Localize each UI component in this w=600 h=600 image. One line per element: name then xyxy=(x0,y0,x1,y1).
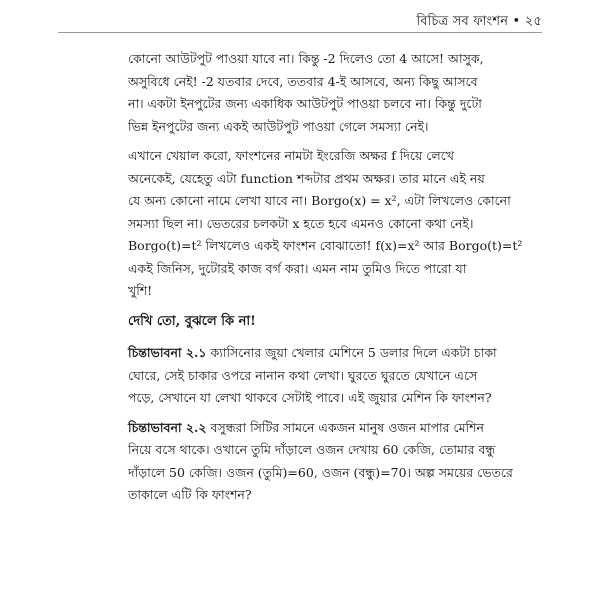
text-line: অসুবিধে নেই! -2 যতবার দেবে, ততবার 4-ই আসবে, অন্য কিছু আসবে xyxy=(128,73,478,89)
paragraph-1 xyxy=(128,48,484,138)
body-text xyxy=(128,48,523,514)
text-line: ঘোরে, সেই চাকার ওপরে নানান কথা লেখা। ঘুরতে ঘুরতে যেখানে এসে xyxy=(128,367,478,383)
text-line: অনেকেই, যেহেতু এটা function শব্দটার প্রথম অক্ষর। তার মানে এই নয় xyxy=(128,170,485,186)
question-label: চিন্তাভাবনা ২.২ xyxy=(128,419,207,435)
section-heading: দেখি তো, বুঝলে কি না! xyxy=(128,313,256,329)
text-line xyxy=(128,417,484,440)
text-line: যে অন্য কোনো নামে লেখা যাবে না। Borgo(x) = x², এটা লিখলেও কোনো xyxy=(128,193,511,208)
text-line: দাঁড়ালে 50 কেজি। ওজন (তুমি)=60, ওজন (বন্ধু)=70। অল্প সময়ের ভেতরে xyxy=(128,464,513,480)
text-line: খুশি! xyxy=(128,283,153,298)
text-line: পড়ে, সেখানে যা লেখা থাকবে সেটাই পাবে। এই জুয়ার মেশিন কি ফাংশন? xyxy=(128,390,492,405)
question-2-1 xyxy=(128,342,497,410)
text-line: না। একটা ইনপুটের জন্য একাধিক আউটপুট পাওয়া চলবে না। কিন্তু দুটো xyxy=(128,96,482,111)
text-line xyxy=(128,342,497,365)
text-line: কোনো আউটপুট পাওয়া যাবে না। কিন্তু -2 দিলেও তো 4 আসে! আসুক, xyxy=(128,51,484,66)
header-rule xyxy=(58,32,542,33)
text-line: একই জিনিস, দুটোরই কাজ বর্গ করা। এমন নাম তুমিও দিতে পারো যা xyxy=(128,260,467,276)
text-line: সমস্যা ছিল না। ভেতরের চলকটা x হতে হবে এমনও কোনো কথা নেই। xyxy=(128,215,474,231)
text-line: এখানে খেয়াল করো, ফাংশনের নামটা ইংরেজি অক্ষর f দিয়ে লেখে xyxy=(128,148,454,163)
text-line: তাকালে এটি কি ফাংশন? xyxy=(128,487,252,502)
paragraph-2 xyxy=(128,145,523,303)
question-label: চিন্তাভাবনা ২.১ xyxy=(128,345,207,360)
question-text: বসুন্ধরা সিটির সামনে একজন মানুষ ওজন মাপার মেশিন xyxy=(206,419,484,435)
text-line: নিয়ে বসে থাকে। ওখানে তুমি দাঁড়ালে ওজন দেখায় 60 কেজি, তোমার বন্ধু xyxy=(128,442,496,457)
text-line: Borgo(t)=t² লিখলেও একই ফাংশন বোঝাতো! f(x)=x² আর Borgo(t)=t² xyxy=(128,238,523,253)
question-text: ক্যাসিনোর জুয়া খেলার মেশিনে 5 ডলার দিলে একটা চাকা xyxy=(206,345,497,360)
running-header: বিচিত্র সব ফাংশন • ২৫ xyxy=(416,14,542,29)
text-line: ভিন্ন ইনপুটের জন্য একই আউটপুট পাওয়া গেলে সমস্যা নেই। xyxy=(128,118,429,134)
question-2-2 xyxy=(128,417,513,507)
